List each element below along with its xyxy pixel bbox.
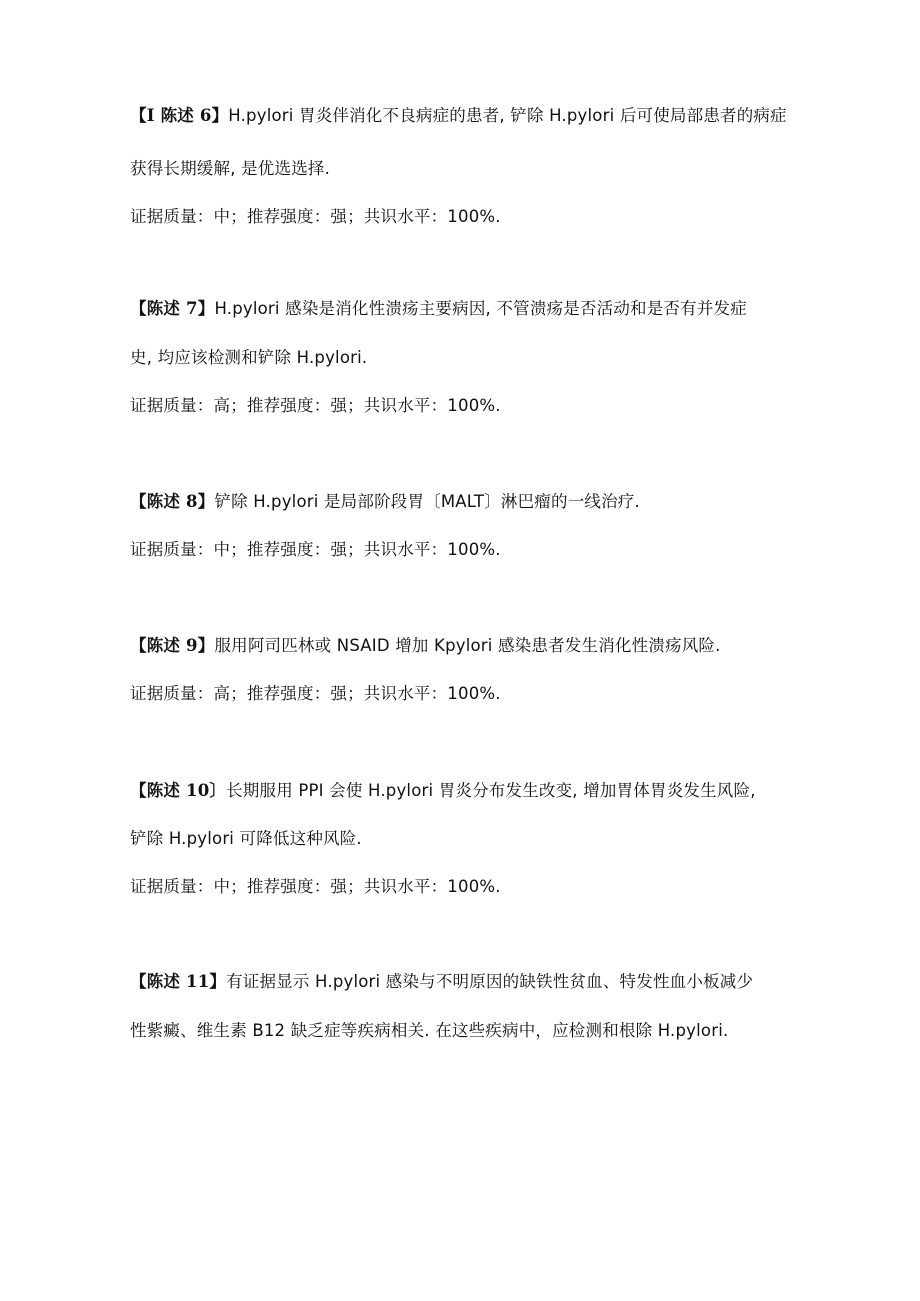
statement-10-text-1: 长期服用 PPI 会使 H.pylori 胃炎分布发生改变, 增加胃体胃炎发生风险, [226,781,756,800]
statement-10-evidence: 证据质量：中；推荐强度：强；共识水平：100%. [130,877,501,896]
statement-7-text-1: H.pylori 感染是消化性溃疡主要病因, 不管溃疡是否活动和是否有并发症 [214,299,747,318]
statement-8-text-1: 铲除 H.pylori 是局部阶段胃〔MALT〕淋巴瘤的一线治疗. [214,492,640,511]
statement-8-tag: 【陈述 8】 [130,492,215,511]
statement-7-tag: 【陈述 7】 [130,299,215,318]
statement-10-line-2: 铲除 H.pylori 可降低这种风险. [130,829,362,848]
statement-11-tag: 【陈述 11】 [130,972,227,991]
statement-9-tag: 【陈述 9】 [130,636,215,655]
statement-11-line-2: 性紫癜、维生素 B12 缺乏症等疾病相关. 在这些疾病中，应检测和根除 H.pylori. [130,1021,729,1040]
statement-10-tag: 【陈述 10〕 [130,781,227,800]
statement-6-text-1: H.pylori 胃炎伴消化不良病症的患者, 铲除 H.pylori 后可使局部患者的病症 [228,106,787,125]
statement-8-line-1 [130,490,810,514]
statement-8-evidence: 证据质量：中；推荐强度：强；共识水平：100%. [130,540,501,559]
statement-7-line-1 [130,297,810,321]
statement-7-evidence: 证据质量：高；推荐强度：强；共识水平：100%. [130,396,501,415]
statement-6-evidence: 证据质量：中；推荐强度：强；共识水平：100%. [130,207,501,226]
statement-9-line-1 [130,634,810,658]
statement-6-line-1 [130,104,810,128]
statement-10-line-1 [130,779,810,803]
statement-11-line-1 [130,970,810,994]
statement-7-line-2: 史, 均应该检测和铲除 H.pylori. [130,348,368,367]
statement-9-evidence: 证据质量：高；推荐强度：强；共识水平：100%. [130,684,501,703]
statement-9-text-1: 服用阿司匹林或 NSAID 增加 Kpylori 感染患者发生消化性溃疡风险. [214,636,721,655]
statement-11-text-1: 有证据显示 H.pylori 感染与不明原因的缺铁性贫血、特发性血小板减少 [226,972,754,991]
statement-6-line-2: 获得长期缓解, 是优选选择. [130,159,331,178]
statement-6-tag: 【I 陈述 6】 [130,106,229,125]
